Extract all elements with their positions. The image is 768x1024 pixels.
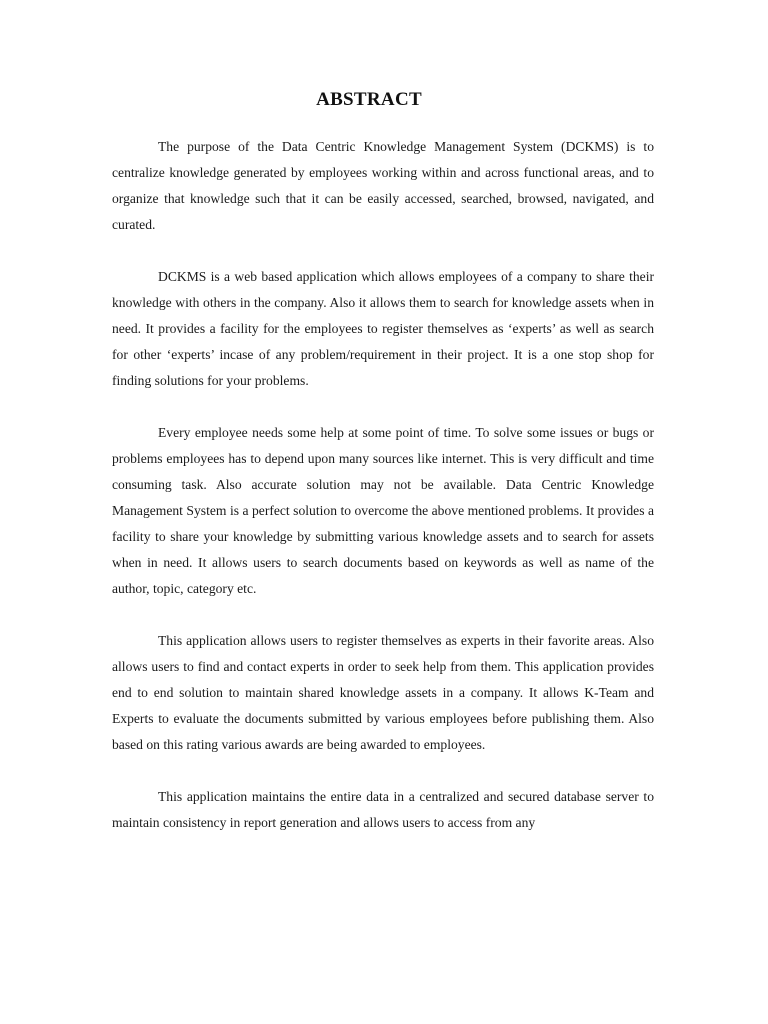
paragraph-experts: This application allows users to register themselves as experts in their favorite areas. Also allows users to find and contact experts in order to seek help from them. This application provides end to end solution to maintain shared knowledge assets in a company. It allows K-Team and Experts to evaluate the documents submitted by various employees before publishing them. Also based on this rating various awards are being awarded to employees. [112, 633, 654, 752]
page-title: ABSTRACT [316, 89, 422, 110]
abstract-body [112, 134, 654, 836]
paragraph-data-maintenance: This application maintains the entire data in a centralized and secured database server to maintain consistency in report generation and allows users to access from any [112, 789, 654, 830]
paragraph-dckms-overview: DCKMS is a web based application which allows employees of a company to share their knowledge with others in the company. Also it allows them to search for knowledge assets when in need. It provides a facility for the employees to register themselves as ‘experts’ as well as search for other ‘experts’ incase of any problem/requirement in their project. It is a one stop shop for finding solutions for your problems. [112, 269, 654, 388]
paragraph-employee-needs: Every employee needs some help at some point of time. To solve some issues or bugs or problems employees has to depend upon many sources like internet. This is very difficult and time consuming task. Also accurate solution may not be available. Data Centric Knowledge Management System is a perfect solution to overcome the above mentioned problems. It provides a facility to share your knowledge by submitting various knowledge assets and to search for assets when in need. It allows users to search documents based on keywords as well as name of the author, topic, category etc. [112, 425, 654, 596]
paragraph-purpose: The purpose of the Data Centric Knowledge Management System (DCKMS) is to centralize knowledge generated by employees working within and across functional areas, and to organize that knowledge such that it can be easily accessed, searched, browsed, navigated, and curated. [112, 139, 654, 232]
